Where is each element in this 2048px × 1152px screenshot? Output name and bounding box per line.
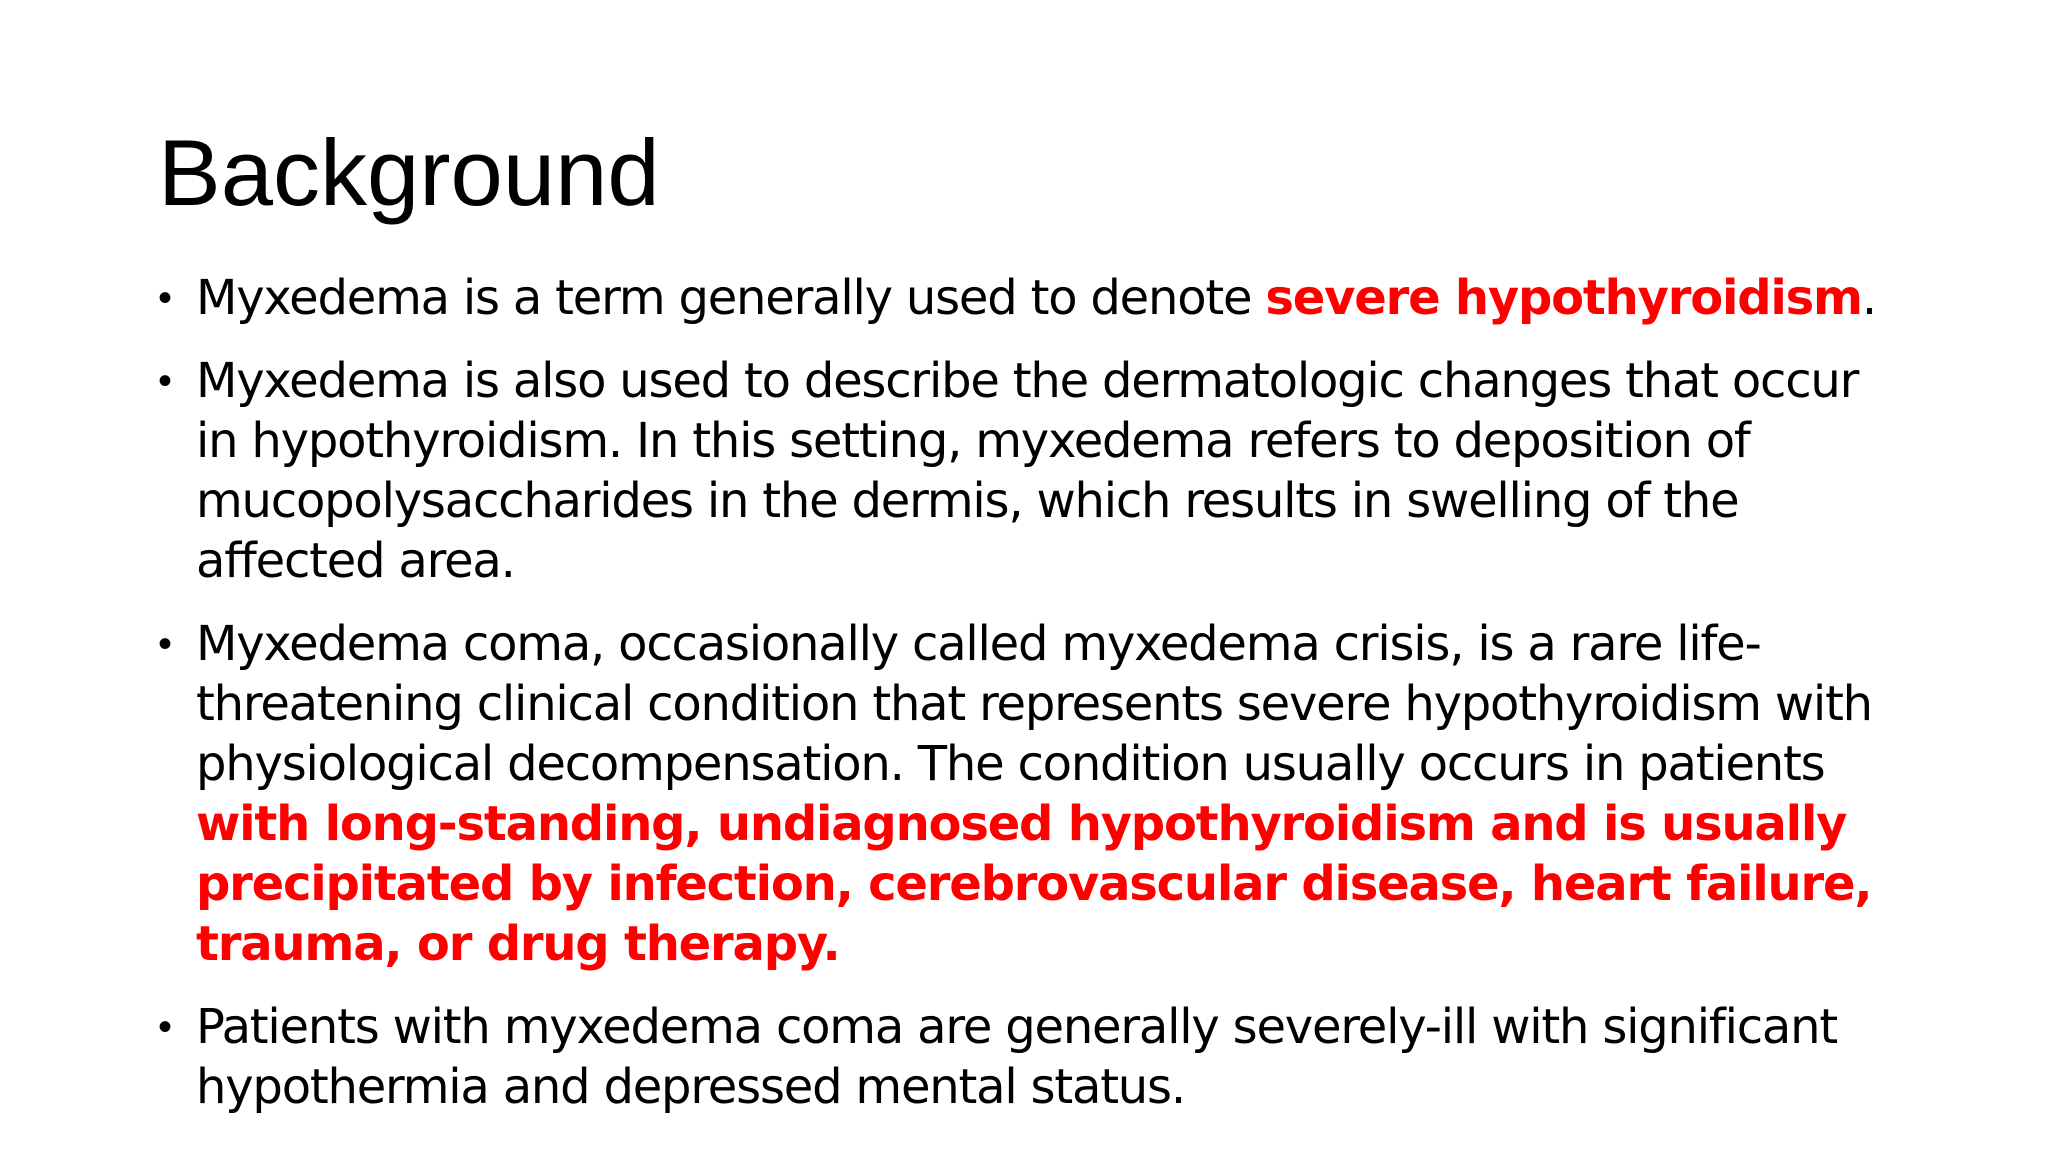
bullet-text: Myxedema is a term generally used to denote bbox=[196, 270, 1266, 326]
highlight-text: severe hypothyroidism bbox=[1265, 270, 1862, 326]
bullet-text: Myxedema coma, occasionally called myxedema crisis, is a rare life-threatening clinical condition that represents severe hypothyroidism with physiological decompensation. The condition usually occurs in patients bbox=[196, 616, 1872, 792]
bullet-dot-icon: • bbox=[158, 359, 171, 403]
bullet-text: Patients with myxedema coma are generally severely-ill with significant hypothermia and depressed mental status. bbox=[196, 999, 1837, 1115]
bullet-item-definition bbox=[158, 268, 1898, 328]
bullet-item-dermatologic bbox=[158, 351, 1898, 591]
slide-title: Background bbox=[158, 120, 660, 225]
bullet-dot-icon: • bbox=[158, 622, 171, 666]
bullet-dot-icon: • bbox=[158, 1005, 171, 1049]
bullet-item-coma bbox=[158, 614, 1898, 974]
bullet-item-patients bbox=[158, 997, 1898, 1117]
bullet-tail: . bbox=[1861, 270, 1876, 326]
bullet-dot-icon: • bbox=[158, 276, 171, 320]
bullet-list bbox=[158, 268, 1898, 1140]
bullet-text: Myxedema is also used to describe the dermatologic changes that occur in hypothyroidism. In this setting, myxedema refers to deposition of mucopolysaccharides in the dermis, which results in swelling of the affected area. bbox=[196, 353, 1859, 589]
highlight-text: with long-standing, undiagnosed hypothyroidism and is usually precipitated by infection, cerebrovascular disease, heart failure, trauma, or drug therapy. bbox=[196, 796, 1872, 972]
